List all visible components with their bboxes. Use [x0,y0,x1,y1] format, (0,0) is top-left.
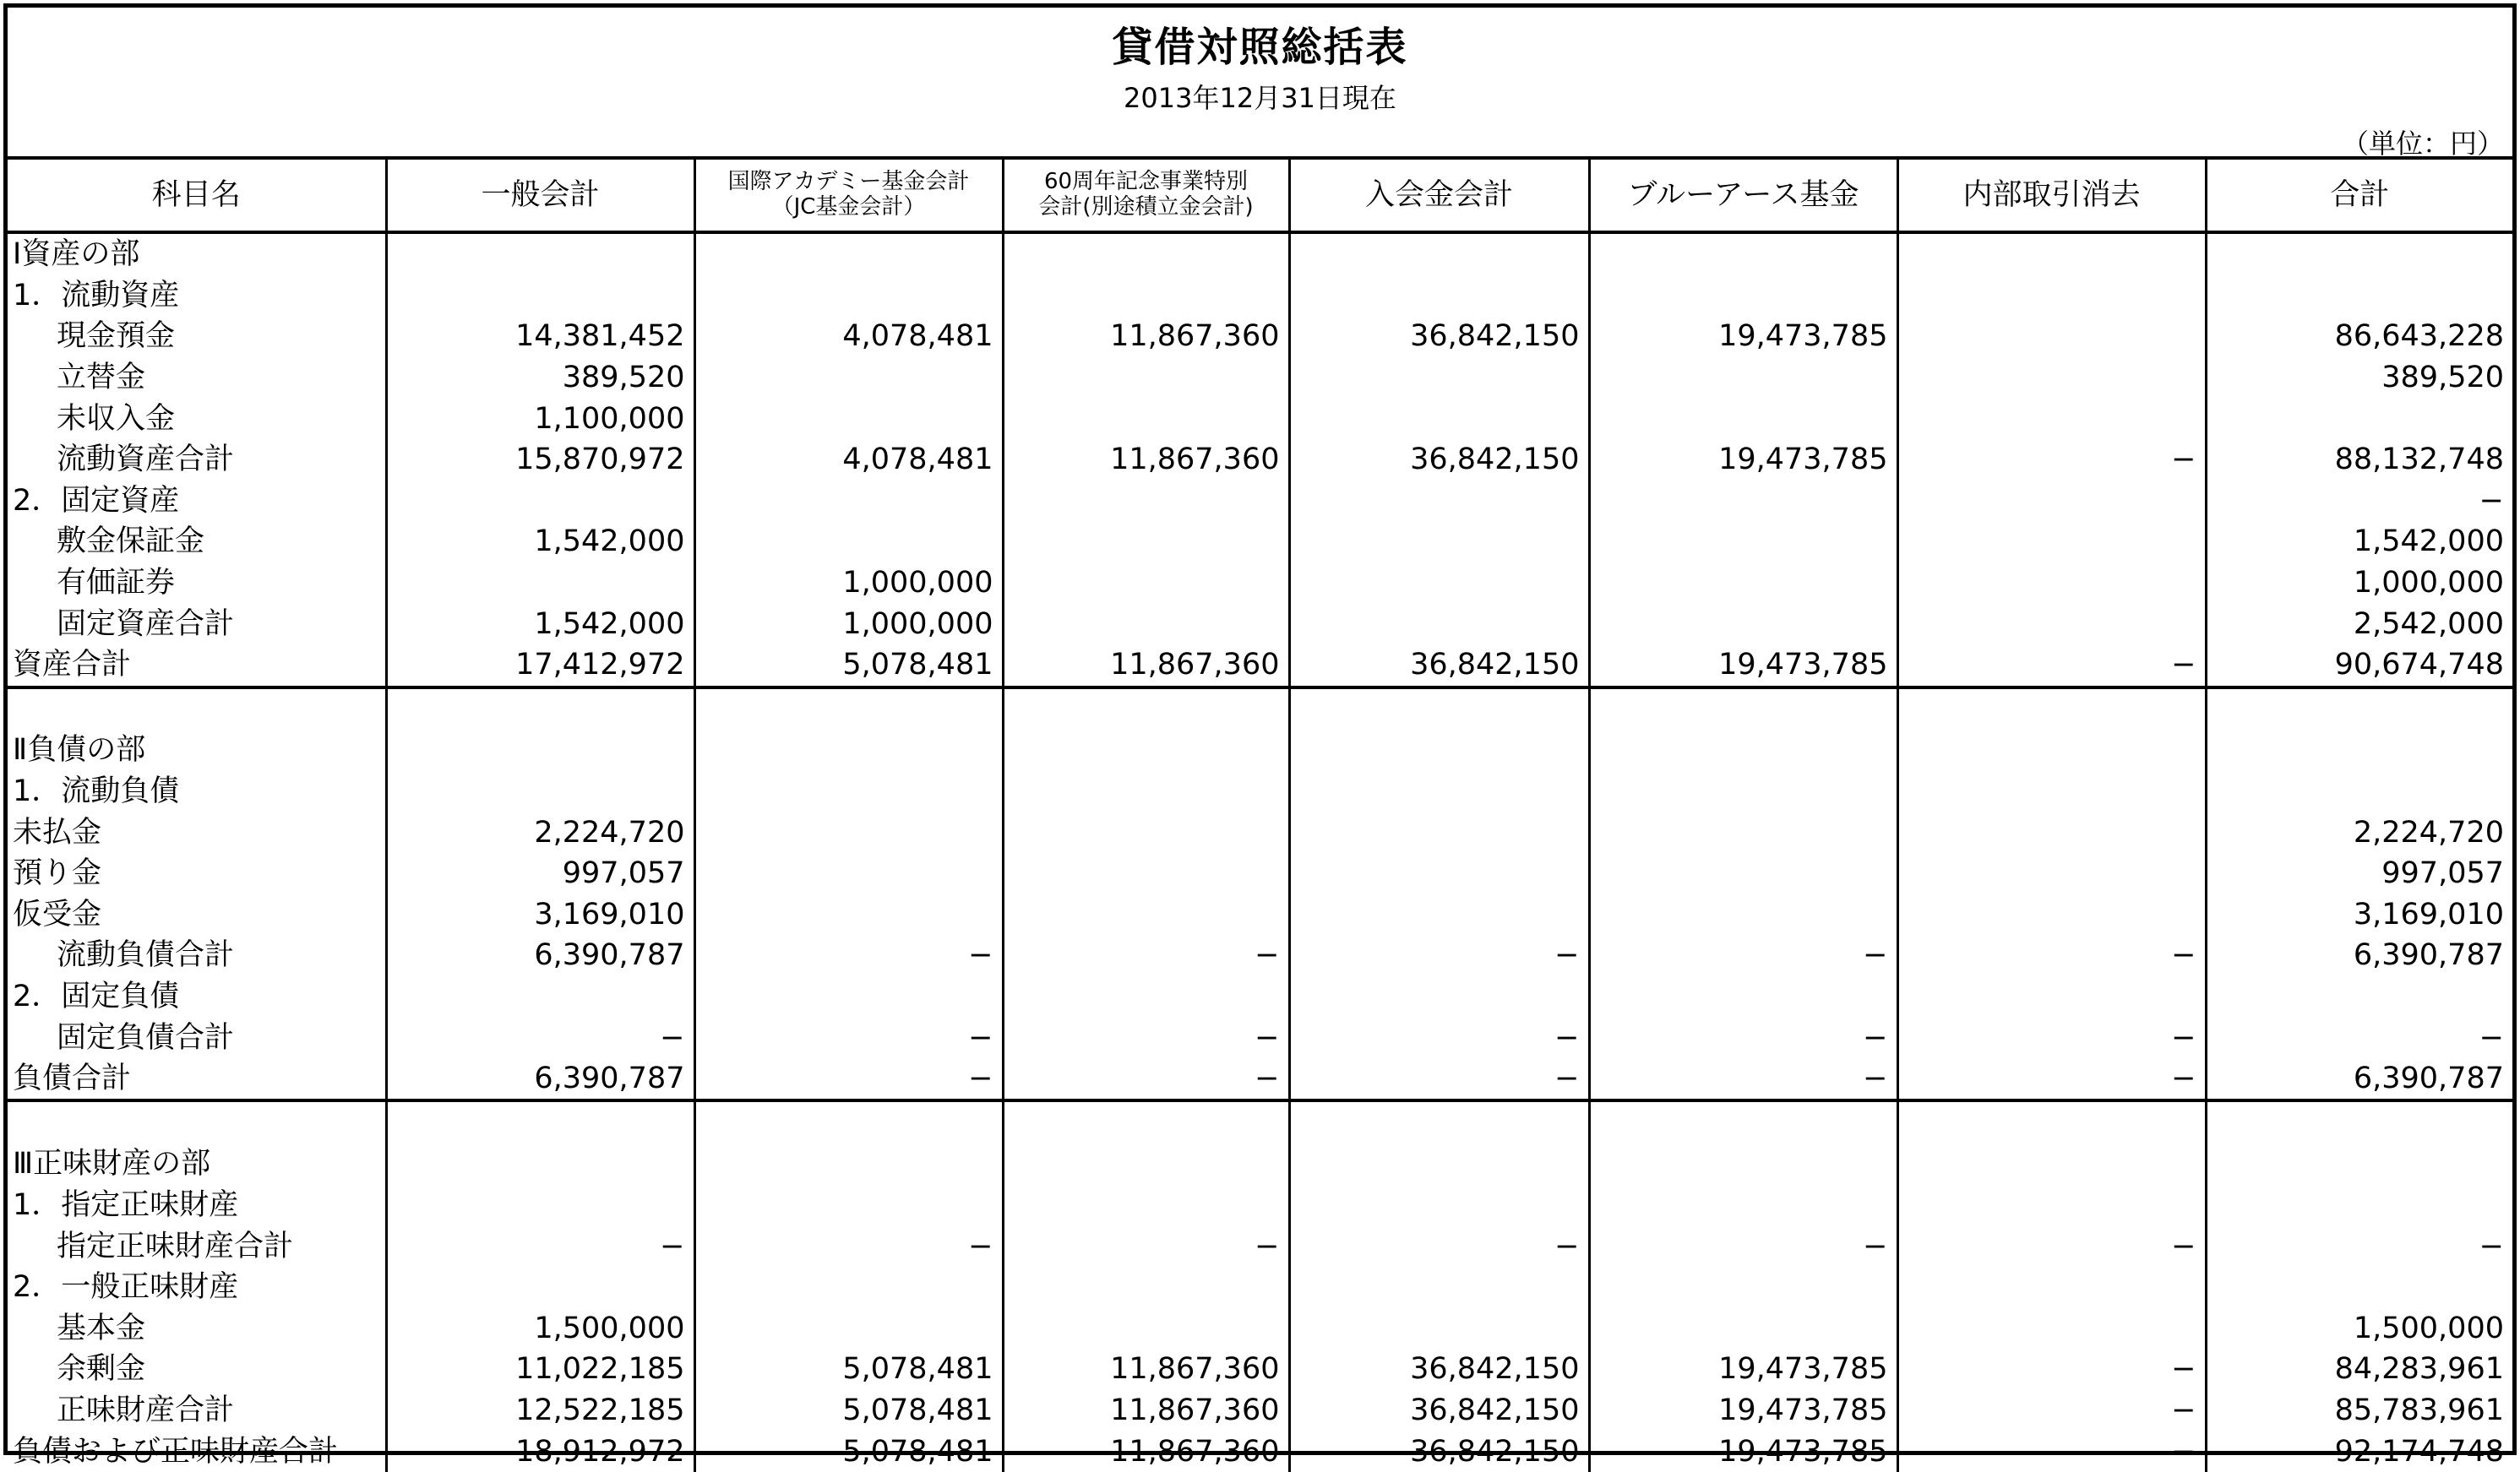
amount-cell [1003,1100,1289,1143]
amount-cell [1897,771,2206,812]
amount-cell [2206,1185,2512,1226]
table-row [8,1017,2512,1058]
amount-cell [1003,603,1289,644]
amount-cell [1289,562,1589,604]
amount-cell [1897,976,2206,1018]
amount-cell: − [386,1225,694,1267]
amount-cell: − [1897,1225,2206,1267]
amount-cell [694,232,1003,275]
amount-cell: 19,473,785 [1589,316,1897,357]
amount-cell [1289,603,1589,644]
amount-cell: 1,000,000 [694,562,1003,604]
amount-cell [1589,771,1897,812]
column-header [694,158,1003,232]
amount-cell [1897,603,2206,644]
amount-cell [1589,1143,1897,1185]
amount-cell: − [2206,1225,2512,1267]
amount-cell [1289,357,1589,399]
amount-cell: 11,867,360 [1003,644,1289,687]
table-row [8,894,2512,936]
column-header-line: 国際アカデミー基金会計 [727,169,970,195]
amount-cell [386,771,694,812]
amount-cell [386,1267,694,1308]
row-label: 仮受金 [13,897,102,932]
amount-cell: 1,542,000 [386,603,694,644]
amount-cell: − [1897,935,2206,976]
amount-cell: 1,500,000 [2206,1307,2512,1349]
amount-cell [386,687,694,731]
amount-cell: 1,000,000 [2206,562,2512,604]
amount-cell [694,976,1003,1018]
amount-cell [1897,1143,2206,1185]
amount-cell [1897,1267,2206,1308]
column-header [8,158,386,232]
amount-cell [1897,1307,2206,1349]
row-label: 敷金保証金 [57,524,205,559]
amount-cell [1589,687,1897,731]
amount-cell [1003,1185,1289,1226]
amount-cell [1897,398,2206,439]
amount-cell: 88,132,748 [2206,439,2512,481]
row-label: 2．固定資産 [13,483,180,518]
amount-cell [1897,562,2206,604]
table-row [8,316,2512,357]
table-row [8,1349,2512,1390]
amount-cell: 19,473,785 [1589,1349,1897,1390]
amount-cell: 6,390,787 [386,1058,694,1101]
amount-cell: 19,473,785 [1589,1390,1897,1431]
amount-cell: 5,078,481 [694,1390,1003,1431]
amount-cell [1589,1100,1897,1143]
amount-cell: 6,390,787 [386,935,694,976]
amount-cell [1289,521,1589,562]
amount-cell [1003,275,1289,317]
amount-cell [1003,1267,1289,1308]
amount-cell: − [1003,1058,1289,1101]
amount-cell [1289,853,1589,894]
amount-cell [2206,771,2512,812]
row-label: 未収入金 [57,401,176,436]
table-row [8,398,2512,439]
row-label: Ⅰ資産の部 [13,237,140,272]
amount-cell: 1,000,000 [694,603,1003,644]
amount-cell [1589,853,1897,894]
column-header-line: （JC基金会計） [771,194,926,220]
amount-cell [1589,812,1897,853]
unit-label: （単位：円） [2341,128,2504,160]
table-row [8,853,2512,894]
table-row [8,1390,2512,1431]
amount-cell: − [1289,1017,1589,1058]
amount-cell [1289,894,1589,936]
amount-cell [1289,398,1589,439]
amount-cell [1897,275,2206,317]
amount-cell [1897,232,2206,275]
amount-cell: 19,473,785 [1589,644,1897,687]
amount-cell: 6,390,787 [2206,935,2512,976]
amount-cell: 85,783,961 [2206,1390,2512,1431]
amount-cell [1897,316,2206,357]
amount-cell [1003,1307,1289,1349]
amount-cell [1289,687,1589,731]
amount-cell [386,976,694,1018]
amount-cell [1589,357,1897,399]
row-label: 負債合計 [13,1062,132,1096]
amount-cell [1289,976,1589,1018]
row-label: 流動負債合計 [57,938,235,973]
amount-cell: − [1589,1058,1897,1101]
row-label: 負債および正味財産合計 [13,1434,339,1469]
amount-cell [694,275,1003,317]
amount-cell [2206,730,2512,771]
amount-cell: 2,224,720 [2206,812,2512,853]
amount-cell: 4,078,481 [694,316,1003,357]
row-label: Ⅱ負債の部 [13,733,146,768]
amount-cell: 36,842,150 [1289,1349,1589,1390]
amount-cell [1003,562,1289,604]
table-row [8,357,2512,399]
amount-cell [1897,730,2206,771]
amount-cell [1003,976,1289,1018]
table-row [8,1307,2512,1349]
header-row [8,158,2512,232]
amount-cell: − [1897,439,2206,481]
amount-cell: 997,057 [2206,853,2512,894]
column-header [1897,158,2206,232]
amount-cell [1003,730,1289,771]
amount-cell: 997,057 [386,853,694,894]
balance-sheet-document [3,3,2517,1469]
column-header-line: 科目名 [151,177,241,212]
amount-cell: 2,542,000 [2206,603,2512,644]
amount-cell [1897,1100,2206,1143]
amount-cell [2206,1267,2512,1308]
amount-cell: − [1897,644,2206,687]
amount-cell: 11,867,360 [1003,1390,1289,1431]
amount-cell [1589,730,1897,771]
amount-cell [386,562,694,604]
amount-cell [1589,232,1897,275]
amount-cell [2206,1100,2512,1143]
column-header-line: 入会金会計 [1364,177,1513,212]
amount-cell [694,894,1003,936]
row-label: 固定資産合計 [57,606,235,641]
amount-cell: 36,842,150 [1289,644,1589,687]
balance-sheet-table [8,156,2512,1472]
amount-cell [694,1267,1003,1308]
amount-cell: 5,078,481 [694,644,1003,687]
amount-cell [1289,481,1589,522]
row-label: 現金預金 [57,319,176,354]
amount-cell: 17,412,972 [386,644,694,687]
row-label: 固定負債合計 [57,1020,235,1055]
amount-cell [386,730,694,771]
amount-cell: − [1003,1225,1289,1267]
amount-cell: 4,078,481 [694,439,1003,481]
row-label: 1．流動負債 [13,774,180,809]
amount-cell: − [1589,1225,1897,1267]
amount-cell [1003,771,1289,812]
column-header-line: 内部取引消去 [1962,177,2141,212]
amount-cell: 19,473,785 [1589,439,1897,481]
column-header [1589,158,1897,232]
amount-cell: − [694,1225,1003,1267]
amount-cell [1589,1267,1897,1308]
amount-cell [1003,812,1289,853]
amount-cell: − [694,935,1003,976]
amount-cell [1589,275,1897,317]
document-date: 2013年12月31日現在 [1124,82,1396,114]
row-label: 1．指定正味財産 [13,1187,239,1222]
amount-cell: 5,078,481 [694,1431,1003,1472]
table-row [8,1267,2512,1308]
table-row [8,439,2512,481]
amount-cell: 36,842,150 [1289,1390,1589,1431]
amount-cell [386,275,694,317]
amount-cell: − [1897,1431,2206,1472]
table-row [8,1058,2512,1101]
table-row [8,976,2512,1018]
column-header-line: 60周年記念事業特別 [1043,169,1249,195]
amount-cell [1589,1185,1897,1226]
amount-cell [1589,603,1897,644]
table-row [8,1100,2512,1143]
row-label: 有価証券 [57,566,176,600]
amount-cell: 12,522,185 [386,1390,694,1431]
amount-cell [2206,398,2512,439]
amount-cell [386,1143,694,1185]
table-row [8,730,2512,771]
amount-cell: 6,390,787 [2206,1058,2512,1101]
amount-cell: 11,867,360 [1003,1431,1289,1472]
amount-cell [694,1185,1003,1226]
amount-cell: 86,643,228 [2206,316,2512,357]
amount-cell: 92,174,748 [2206,1431,2512,1472]
amount-cell [1003,853,1289,894]
amount-cell: 18,912,972 [386,1431,694,1472]
amount-cell [2206,1143,2512,1185]
amount-cell [694,1100,1003,1143]
column-header [2206,158,2512,232]
amount-cell: 389,520 [2206,357,2512,399]
amount-cell [1003,687,1289,731]
amount-cell [386,232,694,275]
amount-cell [2206,976,2512,1018]
table-row [8,812,2512,853]
amount-cell: 3,169,010 [386,894,694,936]
amount-cell: 36,842,150 [1289,1431,1589,1472]
amount-cell [2206,687,2512,731]
amount-cell: 5,078,481 [694,1349,1003,1390]
amount-cell [1897,521,2206,562]
amount-cell [1289,232,1589,275]
amount-cell [2206,275,2512,317]
amount-cell: − [1897,1058,2206,1101]
amount-cell: − [1003,935,1289,976]
row-label: 1．流動資産 [13,278,180,312]
amount-cell [2206,232,2512,275]
amount-cell: 11,022,185 [386,1349,694,1390]
amount-cell: − [1289,1058,1589,1101]
table-row [8,275,2512,317]
amount-cell [1003,398,1289,439]
amount-cell: 1,542,000 [386,521,694,562]
amount-cell [1289,1143,1589,1185]
amount-cell [1897,687,2206,731]
amount-cell [1003,481,1289,522]
amount-cell [1289,275,1589,317]
amount-cell [1897,894,2206,936]
row-label: 資産合計 [13,648,132,682]
amount-cell: − [2206,1017,2512,1058]
table-row [8,232,2512,275]
amount-cell [1589,562,1897,604]
amount-cell: − [1589,1017,1897,1058]
amount-cell: − [1003,1017,1289,1058]
row-label: 流動資産合計 [57,443,235,477]
column-header-line: ブルーアース基金 [1627,177,1859,212]
row-label: 余剰金 [57,1352,146,1387]
amount-cell [694,357,1003,399]
amount-cell [694,812,1003,853]
amount-cell [1003,521,1289,562]
amount-cell: − [2206,481,2512,522]
amount-cell [1003,894,1289,936]
amount-cell: − [1289,935,1589,976]
amount-cell [1897,357,2206,399]
table-row [8,1225,2512,1267]
row-label: 預り金 [13,856,102,891]
amount-cell: 1,500,000 [386,1307,694,1349]
amount-cell [1003,357,1289,399]
amount-cell: 389,520 [386,357,694,399]
amount-cell [1589,1307,1897,1349]
table-row [8,1431,2512,1472]
row-label: 立替金 [57,361,146,395]
amount-cell [1289,812,1589,853]
amount-cell: 3,169,010 [2206,894,2512,936]
table-row [8,644,2512,687]
amount-cell [1289,1307,1589,1349]
table-row [8,562,2512,604]
column-header [1289,158,1589,232]
row-label: 指定正味財産合計 [57,1229,294,1263]
amount-cell: 11,867,360 [1003,439,1289,481]
amount-cell [1897,481,2206,522]
amount-cell: 84,283,961 [2206,1349,2512,1390]
amount-cell: 14,381,452 [386,316,694,357]
row-label: 正味財産合計 [57,1393,235,1427]
amount-cell [1003,232,1289,275]
amount-cell [694,1143,1003,1185]
amount-cell [1289,1185,1589,1226]
amount-cell: 36,842,150 [1289,316,1589,357]
column-header [386,158,694,232]
column-header-line: 合計 [2330,177,2390,212]
amount-cell: 2,224,720 [386,812,694,853]
row-label [8,687,386,731]
amount-cell [1589,398,1897,439]
amount-cell: − [1589,935,1897,976]
amount-cell: 1,100,000 [386,398,694,439]
amount-cell [1003,1143,1289,1185]
amount-cell: − [1289,1225,1589,1267]
table-row [8,521,2512,562]
amount-cell [386,1100,694,1143]
table-row [8,603,2512,644]
table-row [8,935,2512,976]
column-header [1003,158,1289,232]
amount-cell [1897,812,2206,853]
table-row [8,687,2512,731]
amount-cell [1589,481,1897,522]
amount-cell: − [694,1058,1003,1101]
document-title: 貸借対照総括表 [1112,24,1408,71]
amount-cell: − [694,1017,1003,1058]
amount-cell [694,687,1003,731]
amount-cell: 19,473,785 [1589,1431,1897,1472]
amount-cell [1897,1185,2206,1226]
table-body [8,232,2512,1472]
row-label: 基本金 [57,1311,146,1345]
amount-cell: 90,674,748 [2206,644,2512,687]
amount-cell [694,771,1003,812]
row-label: Ⅲ正味財産の部 [13,1147,211,1181]
table-row [8,1143,2512,1185]
amount-cell: 11,867,360 [1003,316,1289,357]
amount-cell: 36,842,150 [1289,439,1589,481]
amount-cell: 1,542,000 [2206,521,2512,562]
row-label: 未払金 [13,815,102,850]
amount-cell [694,481,1003,522]
table-row [8,481,2512,522]
row-label [8,1100,386,1143]
amount-cell [386,1185,694,1226]
row-label: 2．一般正味財産 [13,1270,239,1305]
amount-cell [694,853,1003,894]
column-header-line: 一般会計 [481,177,600,212]
amount-cell: − [1897,1390,2206,1431]
row-label: 2．固定負債 [13,979,180,1013]
amount-cell [1589,894,1897,936]
amount-cell: 11,867,360 [1003,1349,1289,1390]
amount-cell [694,521,1003,562]
amount-cell [1589,976,1897,1018]
amount-cell [694,730,1003,771]
amount-cell: − [1897,1017,2206,1058]
table-row [8,1185,2512,1226]
amount-cell [1589,521,1897,562]
amount-cell [1289,730,1589,771]
amount-cell [1289,1267,1589,1308]
amount-cell: 15,870,972 [386,439,694,481]
table-row [8,771,2512,812]
amount-cell: − [386,1017,694,1058]
amount-cell [386,481,694,522]
column-header-line: 会計(別途積立金会計) [1038,194,1254,220]
amount-cell [694,398,1003,439]
amount-cell [1897,853,2206,894]
amount-cell: − [1897,1349,2206,1390]
amount-cell [1289,771,1589,812]
amount-cell [694,1307,1003,1349]
amount-cell [1289,1100,1589,1143]
